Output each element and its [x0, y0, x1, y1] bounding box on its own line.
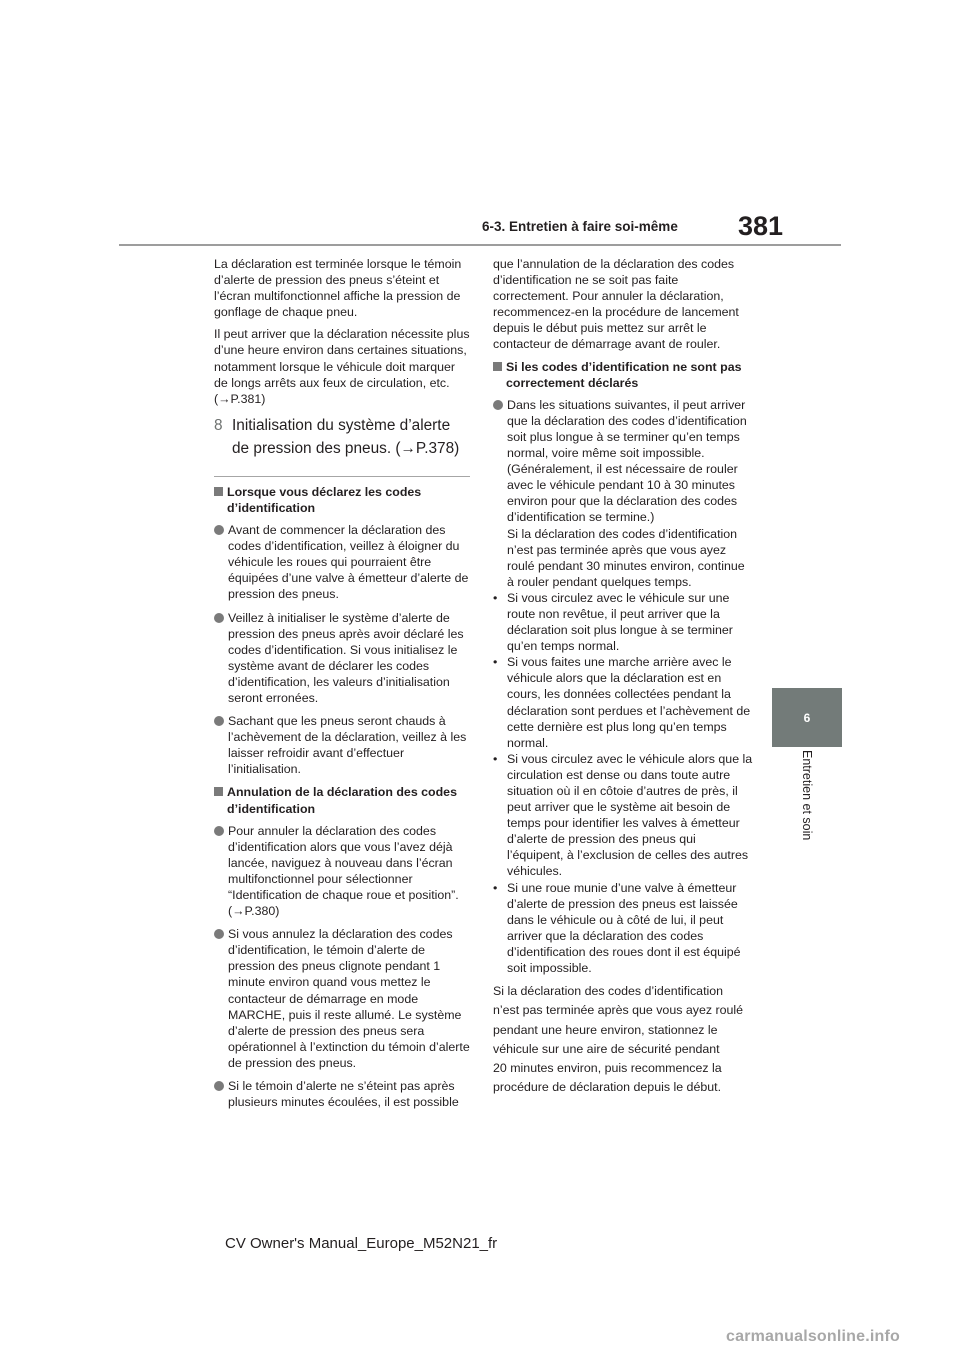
page-number: 381 [738, 211, 784, 241]
bullet-text: Dans les situations suivantes, il peut arriver que la déclaration des codes d’identification soit plus longue à se terminer qu’en temps normal, voire même soit impossible. (Généralement, il est nécessaire de rouler avec le véhicule pendant 10 à 30 minutes environ pour que la déclaration des codes d’identification se termine.) [507, 397, 747, 525]
dash-bullet-icon: • [493, 590, 498, 605]
circle-bullet-icon [214, 716, 224, 726]
closing-line: véhicule sur une aire de sécurité pendant [493, 1041, 720, 1056]
closing-line: Si la déclaration des codes d’identification [493, 984, 724, 999]
dash-item-text: Si une roue munie d’une valve à émetteur d’alerte de pression des pneus est laissée dans le véhicule ou à côté de lui, il peut arriver que la déclaration des codes d’identification des roues dont il est équipé soit impossible. [507, 880, 741, 976]
closing-paragraph [493, 982, 753, 1097]
dash-list-item [493, 590, 753, 654]
bullet-text: Avant de commencer la déclaration des codes d’identification, veillez à éloigner du véhicule les roues qui pourraient être équipées d’une valve à émetteur d’alerte de pression des pneus. [228, 523, 469, 602]
bullet-text: Si vous annulez la déclaration des codes d’identification, le témoin d’alerte de pression des pneus clignote pendant 1 minute environ quand vous mettez le contacteur de démarrage en mode MARCHE, puis il reste allumé. Le système d’alerte de pression des pneus sera opérationnel à l’extinction du témoin d’alerte de pression des pneus. [228, 927, 470, 1070]
square-bullet-icon [214, 787, 223, 796]
dash-list [493, 590, 753, 976]
bullet-body [507, 397, 753, 590]
closing-line: procédure de déclaration depuis le début. [493, 1080, 722, 1095]
dash-bullet-icon: • [493, 751, 498, 766]
chapter-label: Entretien et soin [800, 750, 814, 841]
bullet-text: Veillez à initialiser le système d’alerte de pression des pneus après avoir déclaré les codes d’identification. Si vous initialisez le système avant de déclarer les codes d’identification, les valeurs d’initialisation seront erronées. [228, 610, 464, 705]
section-divider [214, 476, 470, 477]
dash-bullet-icon: • [493, 880, 498, 895]
watermark[interactable]: carmanualsonline.info [726, 1328, 901, 1345]
step-8 [214, 414, 470, 460]
chapter-number: 6 [803, 710, 811, 725]
bullet-item [493, 397, 753, 590]
bullet-item [214, 926, 470, 1071]
circle-bullet-icon [214, 525, 224, 535]
closing-line: n’est pas terminée après que vous ayez roulé [493, 1003, 744, 1018]
dash-list-item [493, 654, 753, 751]
square-bullet-icon [214, 487, 223, 496]
left-column [214, 256, 470, 1117]
bullet-item [214, 1078, 470, 1110]
dash-list-item [493, 880, 753, 977]
dash-item-text: Si vous circulez avec le véhicule alors que la circulation est dense ou dans toute autre situation où il en côtoie d’autres de près, il peut arriver que le système ait besoin de temps pour identifier les valves à émetteur d’alerte de pression des pneus qui l’équipent, à l’exclusion de celles des autres véhicules. [507, 751, 753, 879]
dash-list-item [493, 751, 753, 880]
paragraph-continuation: que l’annulation de la déclaration des codes d’identification ne se soit pas faite correctement. Pour annuler la déclaration, recommencez-en la procédure de lancement depuis le début puis mettez sur arrêt le contacteur de démarrage avant de rouler. [493, 257, 739, 352]
heading-codes-not-declared [493, 359, 753, 391]
closing-line: 20 minutes environ, puis recommencez la [493, 1060, 722, 1075]
bullet-text: Si la déclaration des codes d’identification n’est pas terminée après que vous ayez roulé pendant 30 minutes environ, continue à rouler pendant quelques temps. [507, 526, 745, 589]
circle-bullet-icon [214, 613, 224, 623]
heading-declaring-codes [214, 484, 470, 516]
heading-text: Lorsque vous déclarez les codes d’identification [227, 484, 422, 515]
circle-bullet-icon [214, 1081, 224, 1091]
section-title: 6-3. Entretien à faire soi-même [482, 219, 678, 234]
bullet-item [214, 713, 470, 777]
bullet-item [214, 610, 470, 707]
circle-bullet-icon [214, 929, 224, 939]
right-column [493, 256, 753, 1097]
circle-bullet-icon [493, 400, 503, 410]
dash-bullet-icon: • [493, 655, 498, 670]
dash-item-text: Si vous circulez avec le véhicule sur une route non revêtue, il peut arriver que la déclaration soit plus longue à se terminer qu’en temps normal. [507, 590, 733, 654]
bullet-text: Sachant que les pneus seront chauds à l’achèvement de la déclaration, veillez à les laisser refroidir avant d’effectuer l’initialisation. [228, 714, 467, 777]
square-bullet-icon [493, 362, 502, 371]
circle-bullet-icon [214, 826, 224, 836]
bullet-text: Si le témoin d’alerte ne s’éteint pas après plusieurs minutes écoulées, il est possible [228, 1079, 459, 1110]
paragraph-duration: Il peut arriver que la déclaration nécessite plus d’une heure environ dans certaines situations, notamment lorsque le véhicule doit marquer de longs arrêts aux feux de circulation, etc. (→P.381) [214, 327, 470, 406]
closing-line: pendant une heure environ, stationnez le [493, 1022, 718, 1037]
footer-document-name: CV Owner's Manual_Europe_M52N21_fr [225, 1235, 498, 1252]
heading-text: Si les codes d’identification ne sont pas correctement déclarés [506, 359, 742, 390]
chapter-tab [772, 688, 842, 747]
dash-item-text: Si vous faites une marche arrière avec le véhicule alors que la déclaration est en cours, les données collectées pendant la déclaration sont perdues et l’achèvement de cette dernière est plus long qu’en temps normal. [507, 655, 751, 750]
header-divider [119, 244, 841, 246]
bullet-item [214, 522, 470, 602]
heading-cancel-declaration [214, 784, 470, 816]
step-text: Initialisation du système d’alerte de pression des pneus. (→P.378) [232, 416, 460, 457]
paragraph-completion: La déclaration est terminée lorsque le témoin d’alerte de pression des pneus s’éteint et l’écran multifonctionnel affiche la pression de gonflage de chaque pneu. [214, 257, 462, 320]
bullet-text: Pour annuler la déclaration des codes d’identification alors que vous l’avez déjà lancée, naviguez à nouveau dans l’écran multifonctionnel pour sélectionner “Identification de chaque roue et position”. (→P.380) [228, 823, 459, 919]
bullet-item [214, 823, 470, 920]
heading-text: Annulation de la déclaration des codes d’identification [227, 785, 457, 816]
step-number: 8 [214, 416, 223, 434]
